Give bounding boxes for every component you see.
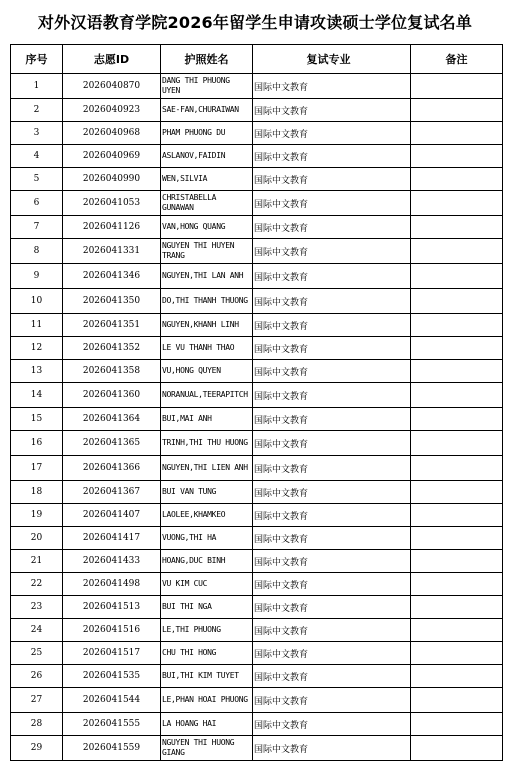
row-passport-name: DANG THI PHUONG UYEN	[161, 74, 253, 99]
row-serial-number: 25	[11, 642, 63, 665]
table-row	[11, 573, 503, 596]
row-interview-major: 国际中文教育	[253, 573, 411, 596]
row-application-id: 2026041053	[63, 191, 161, 216]
row-serial-number: 6	[11, 191, 63, 216]
row-serial-number: 5	[11, 168, 63, 191]
table-row	[11, 665, 503, 688]
row-application-id: 2026041498	[63, 573, 161, 596]
row-application-id: 2026041535	[63, 665, 161, 688]
row-passport-name: VUONG,THI HA	[161, 527, 253, 550]
row-passport-name: SAE-FAN,CHURAIWAN	[161, 99, 253, 122]
table-row	[11, 122, 503, 145]
table-row	[11, 713, 503, 736]
row-serial-number: 19	[11, 504, 63, 527]
table-row	[11, 74, 503, 99]
row-application-id: 2026041417	[63, 527, 161, 550]
row-passport-name: NGUYEN THI HUONG GIANG	[161, 736, 253, 761]
row-remarks	[411, 216, 503, 239]
row-application-id: 2026041331	[63, 239, 161, 264]
row-application-id: 2026040969	[63, 145, 161, 168]
row-remarks	[411, 596, 503, 619]
row-interview-major: 国际中文教育	[253, 619, 411, 642]
table-row	[11, 99, 503, 122]
row-remarks	[411, 527, 503, 550]
row-interview-major: 国际中文教育	[253, 408, 411, 431]
row-serial-number: 26	[11, 665, 63, 688]
row-interview-major: 国际中文教育	[253, 360, 411, 383]
row-interview-major: 国际中文教育	[253, 216, 411, 239]
row-passport-name: BUI,MAI ANH	[161, 408, 253, 431]
row-application-id: 2026040968	[63, 122, 161, 145]
row-remarks	[411, 642, 503, 665]
row-serial-number: 12	[11, 337, 63, 360]
row-remarks	[411, 383, 503, 408]
row-application-id: 2026041555	[63, 713, 161, 736]
row-remarks	[411, 191, 503, 216]
row-passport-name: CHU THI HONG	[161, 642, 253, 665]
row-remarks	[411, 431, 503, 456]
table-row	[11, 264, 503, 289]
table-row	[11, 456, 503, 481]
row-application-id: 2026041513	[63, 596, 161, 619]
row-application-id: 2026041367	[63, 481, 161, 504]
row-application-id: 2026041352	[63, 337, 161, 360]
table-row	[11, 314, 503, 337]
row-interview-major: 国际中文教育	[253, 145, 411, 168]
row-interview-major: 国际中文教育	[253, 596, 411, 619]
row-serial-number: 14	[11, 383, 63, 408]
row-passport-name: LE VU THANH THAO	[161, 337, 253, 360]
row-passport-name: ASLANOV,FAIDIN	[161, 145, 253, 168]
row-remarks	[411, 264, 503, 289]
header-serial-number: 序号	[11, 45, 63, 74]
table-row	[11, 289, 503, 314]
row-remarks	[411, 688, 503, 713]
header-row	[11, 45, 503, 74]
table-row	[11, 191, 503, 216]
row-passport-name: NGUYEN THI HUYEN TRANG	[161, 239, 253, 264]
candidate-table	[10, 44, 503, 761]
row-remarks	[411, 314, 503, 337]
row-passport-name: BUI THI NGA	[161, 596, 253, 619]
row-interview-major: 国际中文教育	[253, 314, 411, 337]
table-row	[11, 642, 503, 665]
row-application-id: 2026040990	[63, 168, 161, 191]
row-remarks	[411, 99, 503, 122]
row-serial-number: 2	[11, 99, 63, 122]
candidate-table-container	[10, 44, 503, 761]
row-serial-number: 23	[11, 596, 63, 619]
table-row	[11, 619, 503, 642]
row-remarks	[411, 168, 503, 191]
row-remarks	[411, 619, 503, 642]
row-serial-number: 21	[11, 550, 63, 573]
row-application-id: 2026041517	[63, 642, 161, 665]
row-interview-major: 国际中文教育	[253, 74, 411, 99]
table-row	[11, 550, 503, 573]
row-remarks	[411, 481, 503, 504]
row-remarks	[411, 408, 503, 431]
row-remarks	[411, 74, 503, 99]
row-interview-major: 国际中文教育	[253, 122, 411, 145]
row-remarks	[411, 665, 503, 688]
row-remarks	[411, 122, 503, 145]
row-application-id: 2026041559	[63, 736, 161, 761]
row-passport-name: NGUYEN,THI LAN ANH	[161, 264, 253, 289]
row-serial-number: 29	[11, 736, 63, 761]
row-remarks	[411, 145, 503, 168]
table-row	[11, 481, 503, 504]
row-interview-major: 国际中文教育	[253, 168, 411, 191]
row-passport-name: LE,THI PHUONG	[161, 619, 253, 642]
row-remarks	[411, 550, 503, 573]
row-serial-number: 10	[11, 289, 63, 314]
row-application-id: 2026041516	[63, 619, 161, 642]
row-passport-name: NGUYEN,THI LIEN ANH	[161, 456, 253, 481]
row-passport-name: LAOLEE,KHAMKEO	[161, 504, 253, 527]
row-interview-major: 国际中文教育	[253, 191, 411, 216]
row-interview-major: 国际中文教育	[253, 337, 411, 360]
row-application-id: 2026041366	[63, 456, 161, 481]
row-application-id: 2026041360	[63, 383, 161, 408]
header-interview-major: 复试专业	[253, 45, 411, 74]
table-row	[11, 337, 503, 360]
row-serial-number: 27	[11, 688, 63, 713]
row-serial-number: 11	[11, 314, 63, 337]
row-interview-major: 国际中文教育	[253, 713, 411, 736]
table-row	[11, 504, 503, 527]
row-passport-name: VU,HONG QUYEN	[161, 360, 253, 383]
row-passport-name: TRINH,THI THU HUONG	[161, 431, 253, 456]
row-application-id: 2026041364	[63, 408, 161, 431]
row-application-id: 2026041351	[63, 314, 161, 337]
row-remarks	[411, 360, 503, 383]
table-body	[11, 74, 503, 761]
row-remarks	[411, 504, 503, 527]
row-passport-name: NGUYEN,KHANH LINH	[161, 314, 253, 337]
row-interview-major: 国际中文教育	[253, 642, 411, 665]
row-interview-major: 国际中文教育	[253, 239, 411, 264]
row-serial-number: 16	[11, 431, 63, 456]
table-row	[11, 168, 503, 191]
row-interview-major: 国际中文教育	[253, 289, 411, 314]
row-application-id: 2026041407	[63, 504, 161, 527]
row-passport-name: VU KIM CUC	[161, 573, 253, 596]
row-remarks	[411, 289, 503, 314]
row-serial-number: 9	[11, 264, 63, 289]
row-interview-major: 国际中文教育	[253, 736, 411, 761]
row-interview-major: 国际中文教育	[253, 456, 411, 481]
row-interview-major: 国际中文教育	[253, 504, 411, 527]
row-serial-number: 22	[11, 573, 63, 596]
row-passport-name: VAN,HONG QUANG	[161, 216, 253, 239]
row-application-id: 2026041544	[63, 688, 161, 713]
table-row	[11, 408, 503, 431]
row-passport-name: LE,PHAN HOAI PHUONG	[161, 688, 253, 713]
row-passport-name: HOANG,DUC BINH	[161, 550, 253, 573]
header-remarks: 备注	[411, 45, 503, 74]
row-interview-major: 国际中文教育	[253, 665, 411, 688]
row-application-id: 2026041350	[63, 289, 161, 314]
table-row	[11, 216, 503, 239]
row-passport-name: WEN,SILVIA	[161, 168, 253, 191]
row-passport-name: NORANUAL,TEERAPITCH	[161, 383, 253, 408]
row-serial-number: 20	[11, 527, 63, 550]
table-row	[11, 527, 503, 550]
row-serial-number: 4	[11, 145, 63, 168]
row-application-id: 2026041365	[63, 431, 161, 456]
table-row	[11, 736, 503, 761]
page-title: 对外汉语教育学院2026年留学生申请攻读硕士学位复试名单	[37, 13, 473, 32]
row-serial-number: 8	[11, 239, 63, 264]
table-header	[11, 45, 503, 74]
row-remarks	[411, 713, 503, 736]
row-application-id: 2026041346	[63, 264, 161, 289]
table-row	[11, 360, 503, 383]
row-remarks	[411, 337, 503, 360]
row-application-id: 2026040923	[63, 99, 161, 122]
table-row	[11, 383, 503, 408]
row-serial-number: 24	[11, 619, 63, 642]
row-interview-major: 国际中文教育	[253, 99, 411, 122]
row-interview-major: 国际中文教育	[253, 527, 411, 550]
row-application-id: 2026041433	[63, 550, 161, 573]
row-interview-major: 国际中文教育	[253, 481, 411, 504]
table-row	[11, 596, 503, 619]
row-remarks	[411, 736, 503, 761]
row-interview-major: 国际中文教育	[253, 383, 411, 408]
row-passport-name: BUI,THI KIM TUYET	[161, 665, 253, 688]
row-serial-number: 13	[11, 360, 63, 383]
row-serial-number: 1	[11, 74, 63, 99]
row-serial-number: 15	[11, 408, 63, 431]
row-serial-number: 3	[11, 122, 63, 145]
row-application-id: 2026041126	[63, 216, 161, 239]
row-application-id: 2026040870	[63, 74, 161, 99]
row-serial-number: 17	[11, 456, 63, 481]
row-remarks	[411, 239, 503, 264]
table-row	[11, 145, 503, 168]
row-application-id: 2026041358	[63, 360, 161, 383]
row-passport-name: DO,THI THANH THUONG	[161, 289, 253, 314]
row-serial-number: 7	[11, 216, 63, 239]
header-application-id: 志愿ID	[63, 45, 161, 74]
row-interview-major: 国际中文教育	[253, 431, 411, 456]
row-interview-major: 国际中文教育	[253, 264, 411, 289]
row-remarks	[411, 573, 503, 596]
row-remarks	[411, 456, 503, 481]
row-passport-name: PHAM PHUONG DU	[161, 122, 253, 145]
table-row	[11, 239, 503, 264]
header-passport-name: 护照姓名	[161, 45, 253, 74]
row-passport-name: BUI VAN TUNG	[161, 481, 253, 504]
table-row	[11, 688, 503, 713]
row-interview-major: 国际中文教育	[253, 688, 411, 713]
table-row	[11, 431, 503, 456]
row-serial-number: 28	[11, 713, 63, 736]
row-passport-name: CHRISTABELLA GUNAWAN	[161, 191, 253, 216]
row-interview-major: 国际中文教育	[253, 550, 411, 573]
row-serial-number: 18	[11, 481, 63, 504]
row-passport-name: LA HOANG HAI	[161, 713, 253, 736]
